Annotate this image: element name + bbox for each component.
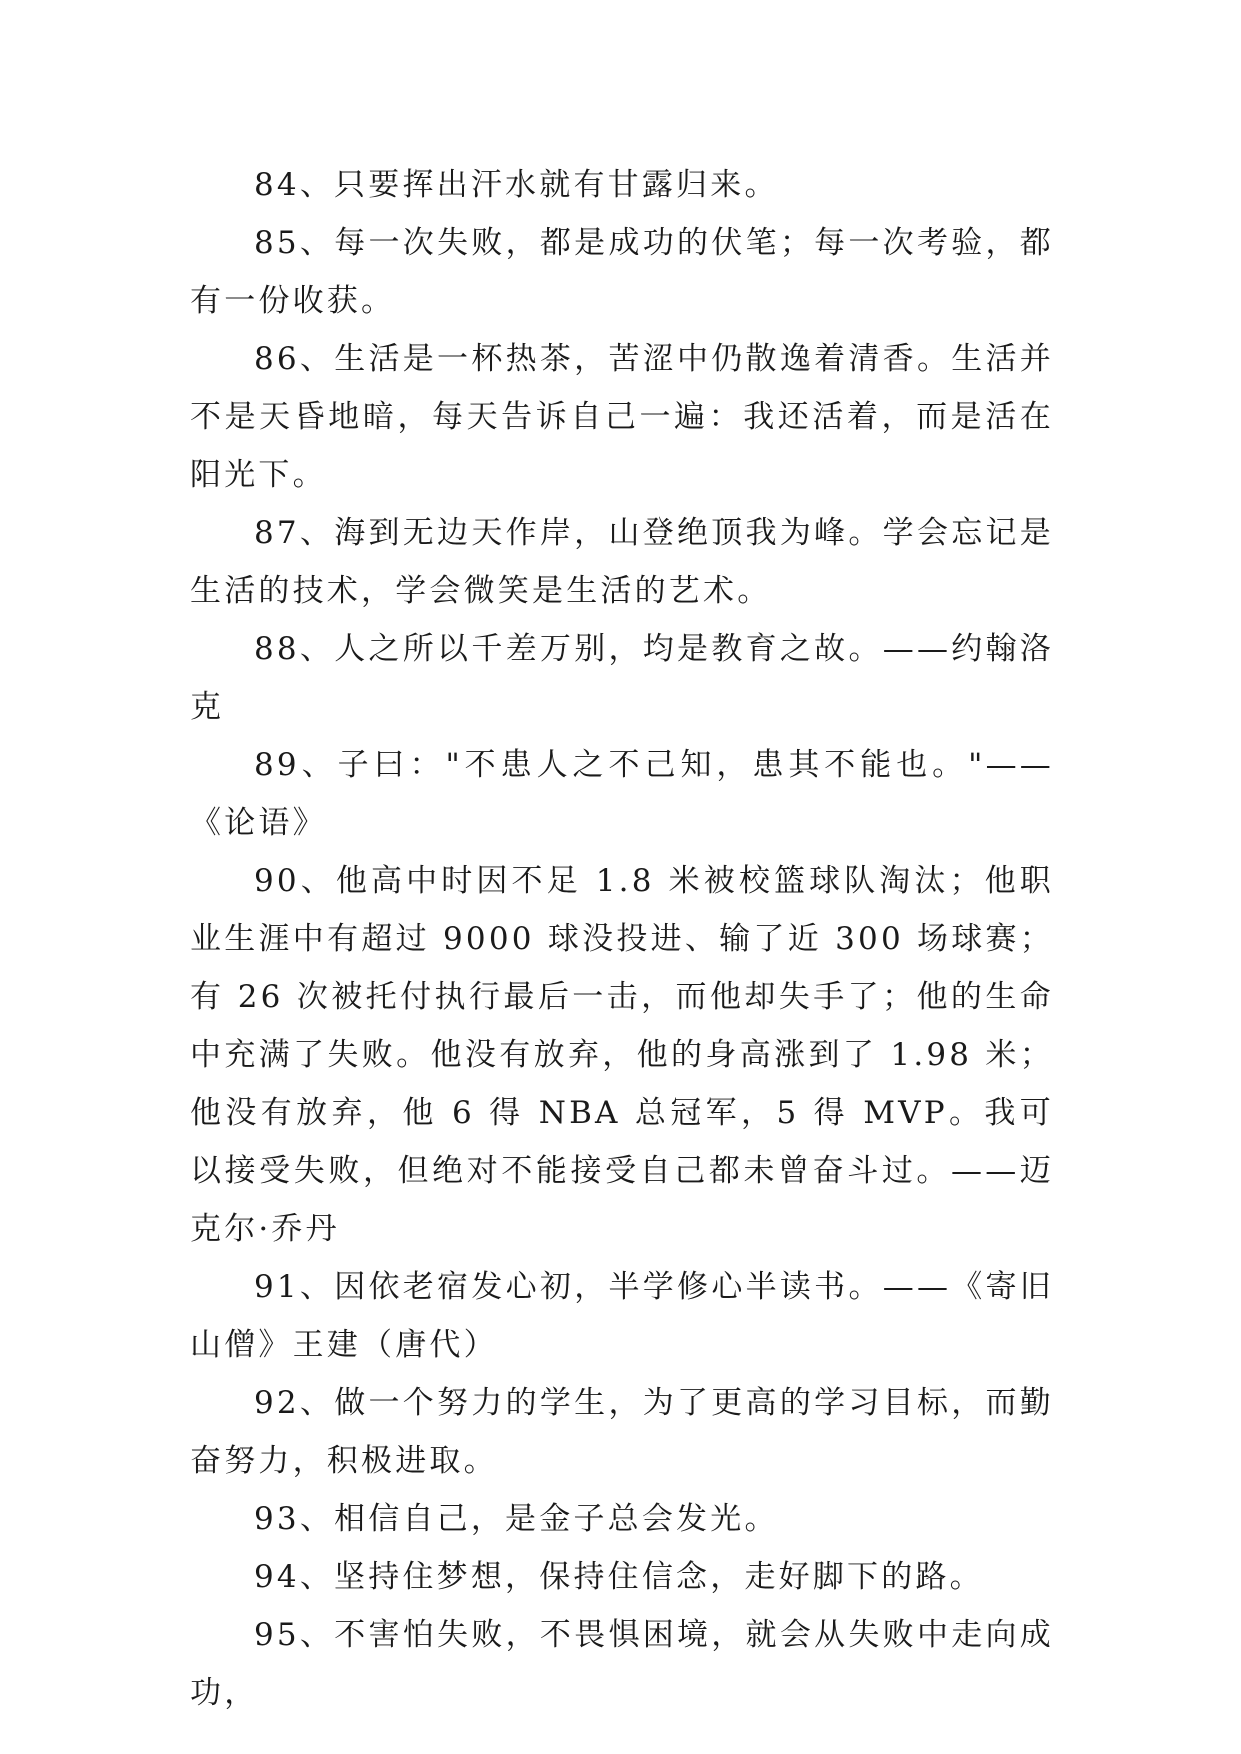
- quote-paragraph-93: 93、相信自己，是金子总会发光。: [254, 1501, 779, 1537]
- quote-paragraph-95: 95、不害怕失败，不畏惧困境，就会从失败中走向成功，: [190, 1617, 1054, 1711]
- document-body: [190, 156, 1054, 1722]
- quote-paragraph-85: 85、每一次失败，都是成功的伏笔；每一次考验，都有一份收获。: [190, 225, 1054, 319]
- quote-paragraph-90: 90、他高中时因不足 1.8 米被校篮球队淘汰；他职业生涯中有超过 9000 球没投进、输了近 300 场球赛；有 26 次被托付执行最后一击，而他却失手了；他的生命中充满了失败。他没有放弃，他的身高涨到了 1.98 米；他没有放弃，他 6 得 NBA 总冠军，5 得 MVP。我可以接受失败，但绝对不能接受自己都未曾奋斗过。——迈克尔·乔丹: [190, 863, 1054, 1247]
- quote-paragraph-87: 87、海到无边天作岸，山登绝顶我为峰。学会忘记是生活的技术，学会微笑是生活的艺术。: [190, 515, 1054, 609]
- quote-paragraph-91: 91、因依老宿发心初，半学修心半读书。——《寄旧山僧》王建（唐代）: [190, 1269, 1054, 1363]
- quote-paragraph-89: 89、子曰："不患人之不己知，患其不能也。"——《论语》: [190, 747, 1054, 841]
- quote-paragraph-86: 86、生活是一杯热茶，苦涩中仍散逸着清香。生活并不是天昏地暗，每天告诉自己一遍：我还活着，而是活在阳光下。: [190, 341, 1054, 493]
- quote-paragraph-88: 88、人之所以千差万别，均是教育之故。——约翰洛克: [190, 631, 1054, 725]
- quote-paragraph-84: 84、只要挥出汗水就有甘露归来。: [254, 167, 779, 203]
- quote-paragraph-94: 94、坚持住梦想，保持住信念，走好脚下的路。: [254, 1559, 984, 1595]
- quote-paragraph-92: 92、做一个努力的学生，为了更高的学习目标，而勤奋努力，积极进取。: [190, 1385, 1054, 1479]
